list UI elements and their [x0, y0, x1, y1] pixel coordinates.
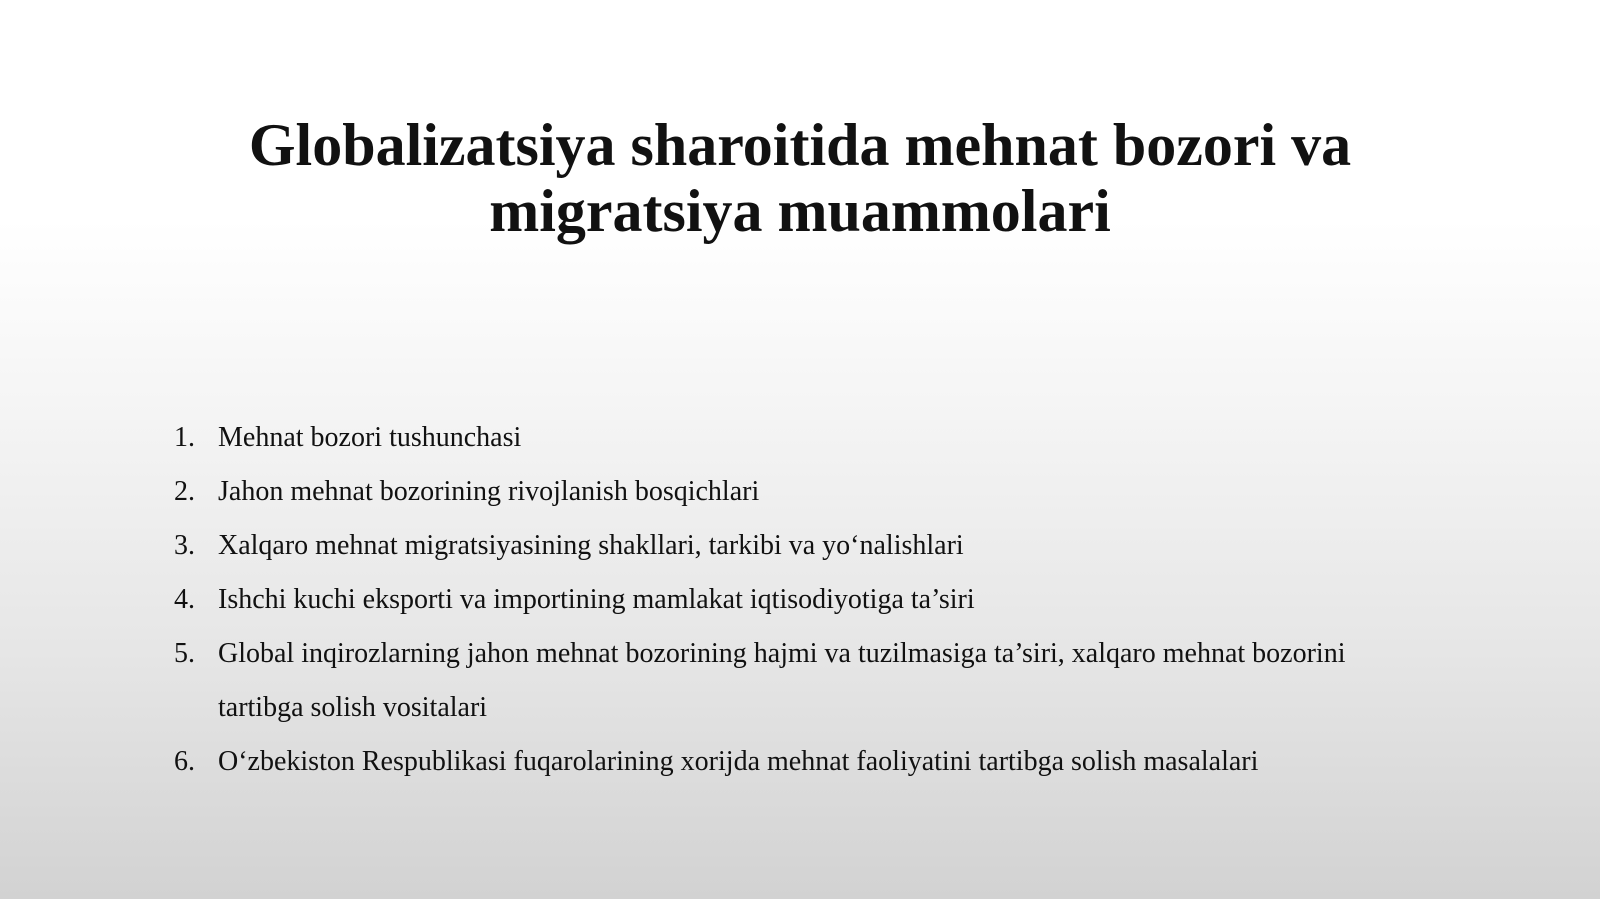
agenda-item-number: 1.	[174, 422, 195, 453]
agenda-item-text: O‘zbekiston Respublikasi fuqarolarining xorijda mehnat faoliyatini tartibga solish masalalari	[218, 746, 1259, 777]
agenda-item-text: Global inqirozlarning jahon mehnat bozorining hajmi va tuzilmasiga ta’siri, xalqaro mehnat bozorini tartibga solish vositalari	[218, 638, 1346, 723]
agenda-item	[174, 627, 1374, 735]
slide-title	[0, 112, 1600, 244]
agenda-item-number: 3.	[174, 530, 195, 561]
agenda-item-number: 5.	[174, 638, 195, 669]
agenda-item	[174, 411, 1374, 465]
agenda-list	[174, 411, 1374, 789]
agenda-item-text: Jahon mehnat bozorining rivojlanish bosqichlari	[218, 476, 760, 507]
slide-title-line-2: migratsiya muammolari	[489, 178, 1111, 244]
agenda-item-text: Xalqaro mehnat migratsiyasining shakllari, tarkibi va yo‘nalishlari	[218, 530, 964, 561]
slide-title-line-1: Globalizatsiya sharoitida mehnat bozori va	[248, 112, 1352, 178]
agenda-item-number: 4.	[174, 584, 195, 615]
agenda-item	[174, 573, 1374, 627]
agenda-item-text: Mehnat bozori tushunchasi	[218, 422, 522, 453]
agenda-item-number: 6.	[174, 746, 195, 777]
agenda-item-number: 2.	[174, 476, 195, 507]
agenda-item	[174, 735, 1374, 789]
agenda-item	[174, 519, 1374, 573]
agenda-item	[174, 465, 1374, 519]
agenda-item-text: Ishchi kuchi eksporti va importining mamlakat iqtisodiyotiga ta’siri	[218, 584, 975, 615]
